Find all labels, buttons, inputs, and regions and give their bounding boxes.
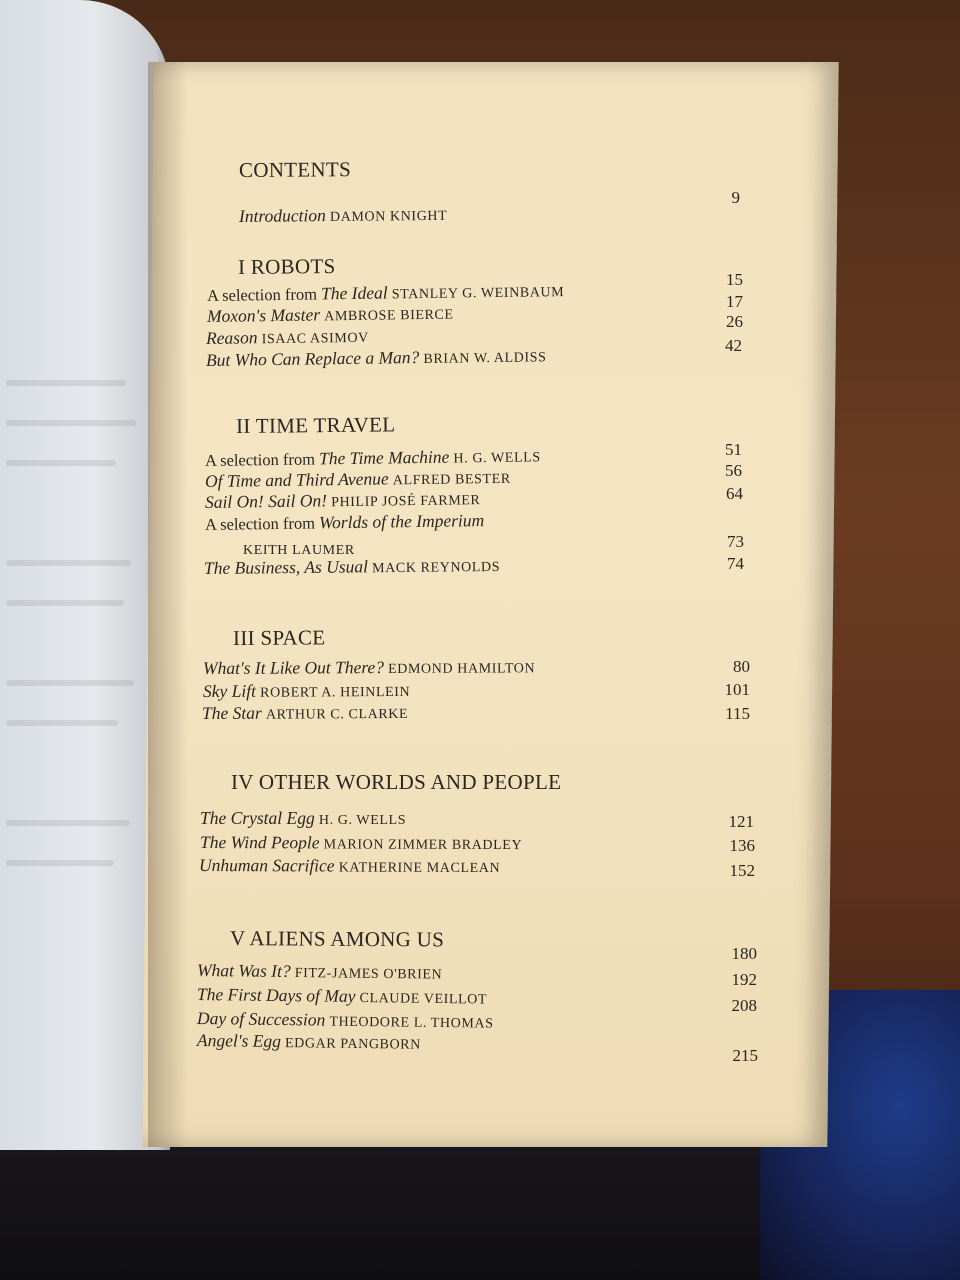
- entry-title: But Who Can Replace a Man?: [205, 347, 420, 370]
- page-number: 180: [731, 944, 757, 963]
- entry-prefix: A selection from: [204, 513, 316, 534]
- page-number: 208: [731, 996, 757, 1015]
- section-heading: IV OTHER WORLDS AND PEOPLE: [231, 770, 562, 794]
- toc-entry: [203, 656, 535, 679]
- entry-author: H. G. WELLS: [453, 450, 541, 467]
- entry-author: ISAAC ASIMOV: [261, 330, 369, 348]
- toc-entry: [205, 510, 485, 535]
- entry-prefix: A selection from: [206, 284, 318, 305]
- page-number: 73: [727, 532, 744, 551]
- toc-entry: [203, 680, 410, 702]
- entry-author: EDMOND HAMILTON: [388, 661, 536, 678]
- page-number: 136: [729, 836, 755, 855]
- entry-author: ROBERT A. HEINLEIN: [260, 684, 411, 701]
- page-number: 215: [732, 1046, 758, 1065]
- contents-heading: CONTENTS: [238, 157, 352, 182]
- entry-title: The First Days of May: [196, 984, 356, 1006]
- entry-title: Unhuman Sacrifice: [198, 855, 335, 876]
- toc-entry: [202, 702, 408, 724]
- section-heading: I ROBOTS: [237, 253, 336, 279]
- entry-title: The Business, As Usual: [203, 556, 369, 578]
- toc-entry: [200, 808, 406, 829]
- entry-title: Day of Succession: [196, 1008, 326, 1030]
- entry-author: AMBROSE BIERCE: [324, 307, 454, 325]
- page-number: 74: [727, 554, 744, 573]
- introduction-entry: [239, 204, 447, 227]
- page-number: 121: [728, 812, 754, 831]
- page-number: 56: [725, 461, 742, 480]
- introduction-page-number: 9: [731, 188, 740, 207]
- entry-title: Sky Lift: [202, 680, 257, 701]
- entry-author: CLAUDE VEILLOT: [359, 990, 488, 1008]
- entry-title: The Crystal Egg: [200, 808, 315, 828]
- page-number: 15: [726, 270, 743, 289]
- entry-title: The Star: [201, 702, 262, 723]
- entry-title: The Wind People: [199, 832, 320, 853]
- entry-author: PHILIP JOSÉ FARMER: [331, 493, 481, 511]
- page-number: 115: [725, 704, 750, 723]
- entry-author: THEODORE L. THOMAS: [329, 1014, 494, 1032]
- page-number: 101: [724, 680, 750, 699]
- entry-title: Reason: [205, 327, 258, 348]
- page-number: 17: [726, 292, 743, 311]
- toc-entry: [205, 488, 481, 513]
- entry-author: EDGAR PANGBORN: [284, 1036, 421, 1053]
- entry-author: BRIAN W. ALDISS: [423, 350, 547, 367]
- entry-author: FITZ-JAMES O'BRIEN: [294, 966, 443, 983]
- entry-author: MARION ZIMMER BRADLEY: [323, 837, 523, 854]
- entry-author: ARTHUR C. CLARKE: [265, 706, 409, 723]
- toc-entry: [206, 345, 547, 371]
- entry-title: Introduction: [238, 205, 326, 226]
- entry-author: STANLEY G. WEINBAUM: [391, 285, 565, 303]
- entry-prefix: A selection from: [204, 449, 316, 470]
- section-heading: II TIME TRAVEL: [235, 412, 396, 438]
- entry-author: ALFRED BESTER: [392, 471, 511, 489]
- page-number: 80: [733, 657, 750, 676]
- entry-title: The Time Machine: [318, 446, 450, 469]
- page-number: 51: [725, 440, 742, 459]
- toc-entry: [204, 555, 500, 579]
- entry-title: What Was It?: [196, 960, 291, 981]
- toc-entry: [197, 960, 443, 984]
- page-number: 152: [729, 861, 755, 880]
- entry-title: Moxon's Master: [206, 304, 321, 326]
- entry-title: What's It Like Out There?: [202, 657, 385, 678]
- toc-entry: [197, 984, 487, 1009]
- section-heading: III SPACE: [232, 625, 326, 650]
- entry-author: DAMON KNIGHT: [329, 208, 448, 226]
- section-heading: V ALIENS AMONG US: [229, 926, 445, 952]
- entry-title: Angel's Egg: [196, 1030, 282, 1052]
- entry-author: MACK REYNOLDS: [372, 559, 501, 577]
- page-number: 42: [725, 336, 742, 355]
- entry-title: The Ideal: [320, 282, 388, 304]
- entry-title: Sail On! Sail On!: [204, 490, 328, 512]
- page-number: 26: [726, 312, 743, 331]
- entry-author: KEITH LAUMER: [243, 543, 355, 558]
- entry-author: KATHERINE MACLEAN: [338, 860, 501, 877]
- toc-entry: [207, 303, 454, 327]
- page-number: 192: [731, 970, 757, 989]
- toc-entry: [199, 855, 500, 877]
- entry-title: Of Time and Third Avenue: [204, 468, 389, 491]
- toc-entry: [207, 280, 565, 306]
- toc-entry: [197, 1030, 421, 1054]
- page-number: 64: [726, 484, 743, 503]
- toc-entry: [206, 326, 369, 349]
- toc-entry: [200, 832, 522, 854]
- entry-author: H. G. WELLS: [318, 813, 407, 828]
- toc-entry: [197, 1008, 494, 1033]
- entry-title: Worlds of the Imperium: [318, 510, 485, 533]
